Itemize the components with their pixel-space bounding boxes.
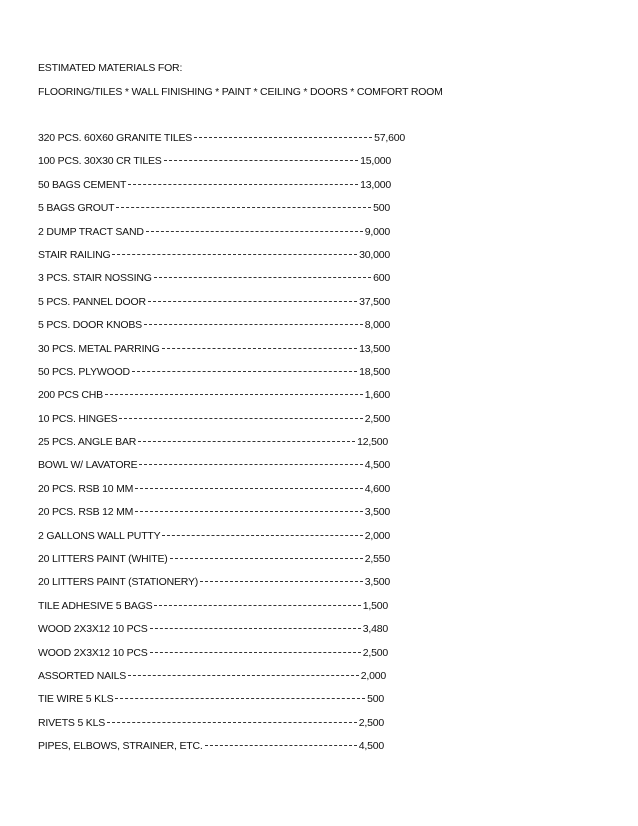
item-amount: 30,000 — [359, 248, 390, 261]
dash-leader — [154, 269, 371, 281]
item-amount: 1,600 — [364, 389, 390, 402]
document-subtitle: FLOORING/TILES * WALL FINISHING * PAINT * CEILING * DOORS * COMFORT ROOM — [38, 86, 443, 98]
item-name: BOWL W/ LAVATORE — [38, 459, 138, 472]
list-item — [38, 480, 390, 503]
item-name: 30 PCS. METAL PARRING — [38, 342, 160, 355]
list-item — [38, 340, 390, 363]
dash-leader — [205, 737, 357, 749]
dash-leader — [107, 714, 357, 726]
item-amount: 3,500 — [364, 506, 390, 519]
item-name: 10 PCS. HINGES — [38, 412, 118, 425]
list-item — [38, 690, 384, 713]
item-name: 200 PCS CHB — [38, 389, 103, 402]
item-amount: 2,500 — [358, 716, 384, 729]
item-amount: 4,500 — [358, 740, 384, 753]
item-name: ASSORTED NAILS — [38, 669, 127, 682]
item-amount: 2,000 — [364, 529, 390, 542]
dash-leader — [116, 199, 371, 211]
dash-leader — [200, 573, 363, 585]
list-item — [38, 176, 391, 199]
dash-leader — [135, 503, 363, 515]
item-name: 5 PCS. PANNEL DOOR — [38, 295, 146, 308]
dash-leader — [164, 152, 358, 164]
list-item — [38, 456, 390, 479]
list-item — [38, 246, 390, 269]
item-name: 2 DUMP TRACT SAND — [38, 225, 144, 238]
item-amount: 57,600 — [374, 132, 405, 144]
item-name: 3 PCS. STAIR NOSSING — [38, 272, 152, 285]
dash-leader — [144, 316, 363, 328]
item-amount: 4,600 — [364, 482, 390, 495]
item-amount: 500 — [367, 693, 384, 706]
materials-list — [38, 129, 418, 761]
item-name: 25 PCS. ANGLE BAR — [38, 436, 137, 449]
list-item — [38, 597, 388, 620]
dash-leader — [154, 597, 360, 609]
dash-leader — [162, 527, 362, 539]
item-amount: 1,500 — [362, 599, 388, 612]
item-amount: 3,500 — [364, 576, 390, 589]
item-name: 5 PCS. DOOR KNOBS — [38, 319, 142, 332]
dash-leader — [128, 176, 358, 188]
item-amount: 600 — [373, 272, 390, 285]
dash-leader — [128, 667, 359, 679]
dash-leader — [162, 340, 357, 352]
list-item — [38, 293, 390, 316]
item-amount: 2,500 — [362, 646, 388, 659]
item-amount: 12,500 — [357, 436, 388, 449]
item-name: RIVETS 5 KLS — [38, 716, 106, 729]
list-item — [38, 386, 390, 409]
list-item — [38, 433, 388, 456]
document-title: ESTIMATED MATERIALS FOR: — [38, 62, 183, 74]
item-amount: 2,550 — [364, 553, 390, 566]
item-name: TIE WIRE 5 KLS — [38, 693, 114, 706]
dash-leader — [138, 433, 355, 445]
list-item — [38, 573, 390, 596]
dash-leader — [150, 644, 361, 656]
list-item — [38, 620, 388, 643]
dash-leader — [115, 690, 365, 702]
item-amount: 500 — [373, 202, 390, 215]
list-item — [38, 129, 405, 152]
dash-leader — [119, 410, 362, 422]
item-amount: 15,000 — [360, 155, 391, 168]
item-amount: 18,500 — [359, 365, 390, 378]
item-name: 20 PCS. RSB 12 MM — [38, 506, 134, 519]
list-item — [38, 269, 390, 292]
dash-leader — [150, 620, 361, 632]
item-name: WOOD 2X3X12 10 PCS — [38, 646, 148, 659]
list-item — [38, 550, 390, 573]
list-item — [38, 152, 391, 175]
dash-leader — [112, 246, 357, 258]
dash-leader — [132, 363, 357, 375]
dash-leader — [139, 456, 362, 468]
item-amount: 2,500 — [364, 412, 390, 425]
item-amount: 2,000 — [360, 669, 386, 682]
item-amount: 3,480 — [362, 623, 388, 636]
list-item — [38, 199, 390, 222]
item-name: TILE ADHESIVE 5 BAGS — [38, 599, 153, 612]
item-name: PIPES, ELBOWS, STRAINER, ETC. — [38, 740, 203, 753]
item-name: 20 LITTERS PAINT (WHITE) — [38, 553, 168, 566]
dash-leader — [135, 480, 363, 492]
item-amount: 13,500 — [359, 342, 390, 355]
item-amount: 37,500 — [359, 295, 390, 308]
list-item — [38, 410, 390, 433]
item-name: 5 BAGS GROUT — [38, 202, 115, 215]
item-name: 2 GALLONS WALL PUTTY — [38, 529, 161, 542]
list-item — [38, 316, 390, 339]
list-item — [38, 644, 388, 667]
item-name: WOOD 2X3X12 10 PCS — [38, 623, 148, 636]
dash-leader — [170, 550, 363, 562]
item-name: 320 PCS. 60X60 GRANITE TILES — [38, 132, 193, 144]
dash-leader — [146, 223, 363, 235]
item-amount: 9,000 — [364, 225, 390, 238]
list-item — [38, 503, 390, 526]
dash-leader — [105, 386, 363, 398]
list-item — [38, 667, 386, 690]
item-name: 20 LITTERS PAINT (STATIONERY) — [38, 576, 199, 589]
list-item — [38, 737, 384, 760]
item-amount: 4,500 — [364, 459, 390, 472]
item-name: 20 PCS. RSB 10 MM — [38, 482, 134, 495]
dash-leader — [148, 293, 357, 305]
item-name: 100 PCS. 30X30 CR TILES — [38, 155, 162, 168]
list-item — [38, 223, 390, 246]
item-amount: 13,000 — [360, 178, 391, 191]
item-name: 50 PCS. PLYWOOD — [38, 365, 130, 378]
item-name: STAIR RAILING — [38, 248, 111, 261]
list-item — [38, 527, 390, 550]
item-amount: 8,000 — [364, 319, 390, 332]
item-name: 50 BAGS CEMENT — [38, 178, 127, 191]
list-item — [38, 714, 384, 737]
dash-leader — [194, 129, 372, 141]
list-item — [38, 363, 390, 386]
